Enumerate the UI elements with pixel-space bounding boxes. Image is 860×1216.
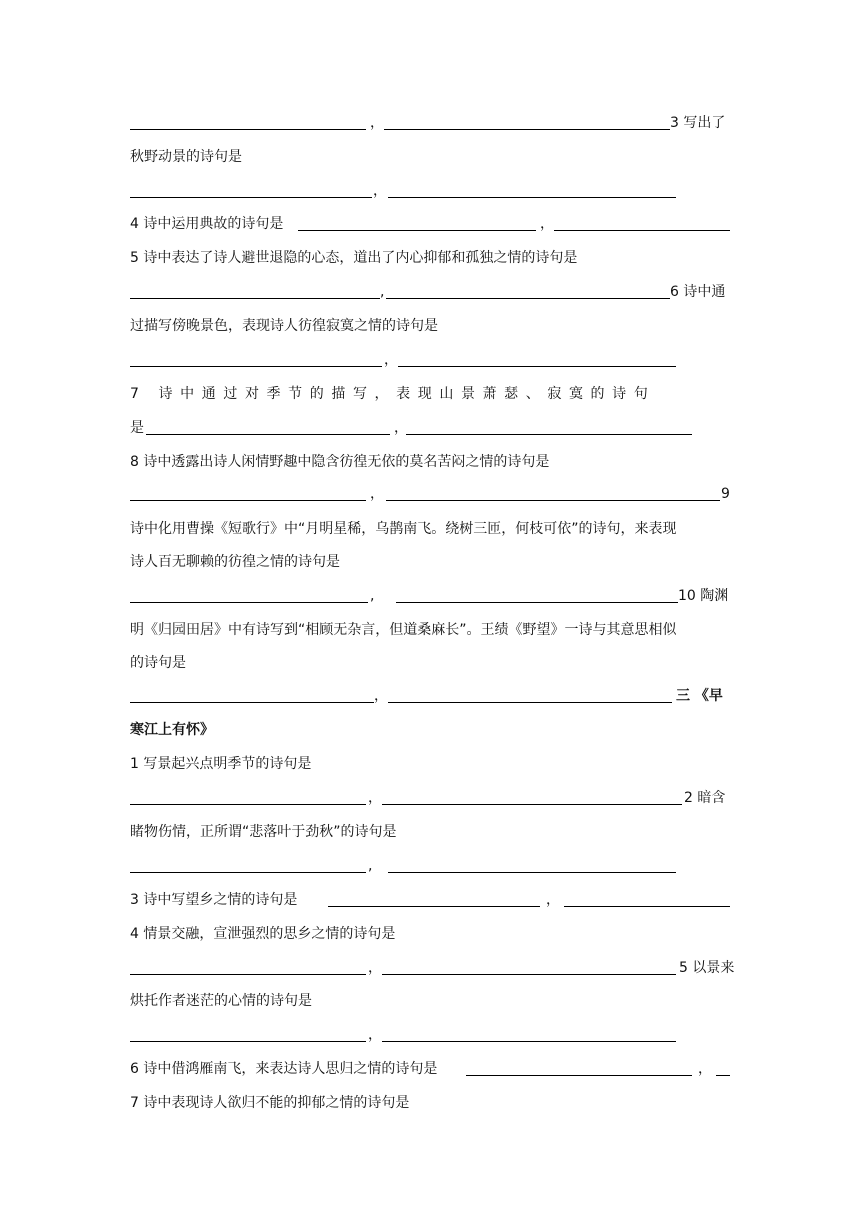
answer-line bbox=[130, 856, 730, 876]
answer-blank[interactable] bbox=[130, 602, 368, 603]
answer-blank[interactable] bbox=[386, 298, 670, 299]
answer-blank[interactable] bbox=[398, 366, 676, 367]
answer-blank[interactable] bbox=[130, 974, 366, 975]
separator: ， bbox=[394, 420, 408, 436]
answer-line bbox=[130, 181, 730, 201]
question-text: 的诗句是 bbox=[130, 655, 186, 671]
answer-blank[interactable] bbox=[388, 197, 676, 198]
answer-line bbox=[130, 788, 730, 808]
answer-line bbox=[130, 282, 730, 302]
separator: , bbox=[380, 284, 385, 300]
question-text: 8 诗中透露出诗人闲情野趣中隐含彷徨无依的莫名苦闷之情的诗句是 bbox=[130, 454, 550, 470]
question-text: 9 bbox=[721, 486, 730, 502]
question-text: 4 情景交融，宣泄强烈的思乡之情的诗句是 bbox=[130, 926, 396, 942]
question-text: 烘托作者迷茫的心情的诗句是 bbox=[130, 993, 312, 1009]
question-text: 过描写傍晚景色，表现诗人彷徨寂寞之情的诗句是 bbox=[130, 318, 438, 334]
answer-blank[interactable] bbox=[396, 602, 678, 603]
separator: ， bbox=[374, 688, 388, 704]
separator: ， bbox=[384, 352, 398, 368]
question-text: 诗人百无聊赖的彷徨之情的诗句是 bbox=[130, 554, 340, 570]
answer-line bbox=[130, 958, 735, 978]
separator: ， bbox=[373, 183, 387, 199]
question-line bbox=[130, 1059, 730, 1079]
question-text: 2 暗含 bbox=[684, 790, 726, 806]
question-text: 睹物伤情，正所谓“悲落叶于劲秋”的诗句是 bbox=[130, 824, 397, 840]
answer-blank[interactable] bbox=[384, 129, 670, 130]
answer-blank[interactable] bbox=[130, 366, 382, 367]
question-text: 秋野动景的诗句是 bbox=[130, 149, 242, 165]
question-text: 是 bbox=[130, 420, 144, 436]
answer-blank[interactable] bbox=[146, 434, 390, 435]
answer-blank[interactable] bbox=[388, 872, 676, 873]
separator: ， bbox=[698, 1061, 712, 1077]
answer-blank[interactable] bbox=[386, 500, 720, 501]
answer-blank[interactable] bbox=[328, 906, 540, 907]
answer-blank[interactable] bbox=[382, 974, 676, 975]
separator: ， bbox=[546, 892, 560, 908]
answer-line bbox=[130, 586, 730, 606]
answer-line bbox=[130, 418, 730, 438]
question-text: 5 诗中表达了诗人避世退隐的心态，道出了内心抑郁和孤独之情的诗句是 bbox=[130, 250, 578, 266]
question-line bbox=[130, 214, 730, 234]
answer-line bbox=[130, 113, 730, 133]
separator: , bbox=[370, 588, 375, 604]
question-text: 5 以景来 bbox=[679, 960, 735, 976]
separator: ， bbox=[370, 486, 384, 502]
question-text: 7 诗中表现诗人欲归不能的抑郁之情的诗句是 bbox=[130, 1095, 410, 1111]
question-text: 明《归园田居》中有诗写到“相顾无杂言，但道桑麻长”。王绩《野望》一诗与其意思相似 bbox=[130, 622, 677, 638]
answer-blank[interactable] bbox=[388, 702, 672, 703]
answer-blank[interactable] bbox=[130, 298, 380, 299]
answer-blank[interactable] bbox=[406, 434, 692, 435]
answer-blank[interactable] bbox=[130, 1041, 366, 1042]
answer-blank[interactable] bbox=[382, 1041, 676, 1042]
question-text: 10 陶渊 bbox=[678, 588, 729, 604]
question-text: 6 诗中通 bbox=[670, 284, 726, 300]
question-text: 3 写出了 bbox=[670, 115, 726, 131]
separator: ， bbox=[368, 790, 382, 806]
question-text: 7 诗中通过对季节的描写，表现山景萧瑟、寂寞的诗句 bbox=[130, 386, 656, 402]
separator: ， bbox=[540, 216, 554, 232]
question-text: 4 诗中运用典故的诗句是 bbox=[130, 216, 284, 232]
question-text: 诗中化用曹操《短歌行》中“月明星稀，乌鹊南飞。绕树三匝，何枝可依”的诗句，来表现 bbox=[130, 521, 677, 537]
answer-blank[interactable] bbox=[298, 230, 536, 231]
section-heading: 三 《早 bbox=[676, 688, 723, 704]
answer-blank[interactable] bbox=[130, 804, 366, 805]
separator: ， bbox=[368, 960, 382, 976]
separator: , bbox=[368, 858, 373, 874]
answer-blank[interactable] bbox=[716, 1075, 730, 1076]
answer-blank[interactable] bbox=[130, 872, 366, 873]
answer-blank[interactable] bbox=[382, 804, 682, 805]
answer-blank[interactable] bbox=[130, 500, 366, 501]
question-text: 3 诗中写望乡之情的诗句是 bbox=[130, 892, 298, 908]
separator: ， bbox=[368, 1027, 382, 1043]
answer-line bbox=[130, 686, 730, 706]
question-line bbox=[130, 890, 730, 910]
question-text: 6 诗中借鸿雁南飞，来表达诗人思归之情的诗句是 bbox=[130, 1061, 438, 1077]
answer-line bbox=[130, 1025, 730, 1045]
answer-line bbox=[130, 350, 730, 370]
answer-line bbox=[130, 484, 730, 504]
question-text: 1 写景起兴点明季节的诗句是 bbox=[130, 756, 312, 772]
answer-blank[interactable] bbox=[564, 906, 730, 907]
answer-blank[interactable] bbox=[466, 1075, 692, 1076]
section-heading: 寒江上有怀》 bbox=[130, 722, 214, 738]
answer-blank[interactable] bbox=[130, 197, 372, 198]
answer-blank[interactable] bbox=[130, 129, 366, 130]
answer-blank[interactable] bbox=[130, 702, 374, 703]
separator: ， bbox=[370, 115, 384, 131]
answer-blank[interactable] bbox=[554, 230, 730, 231]
